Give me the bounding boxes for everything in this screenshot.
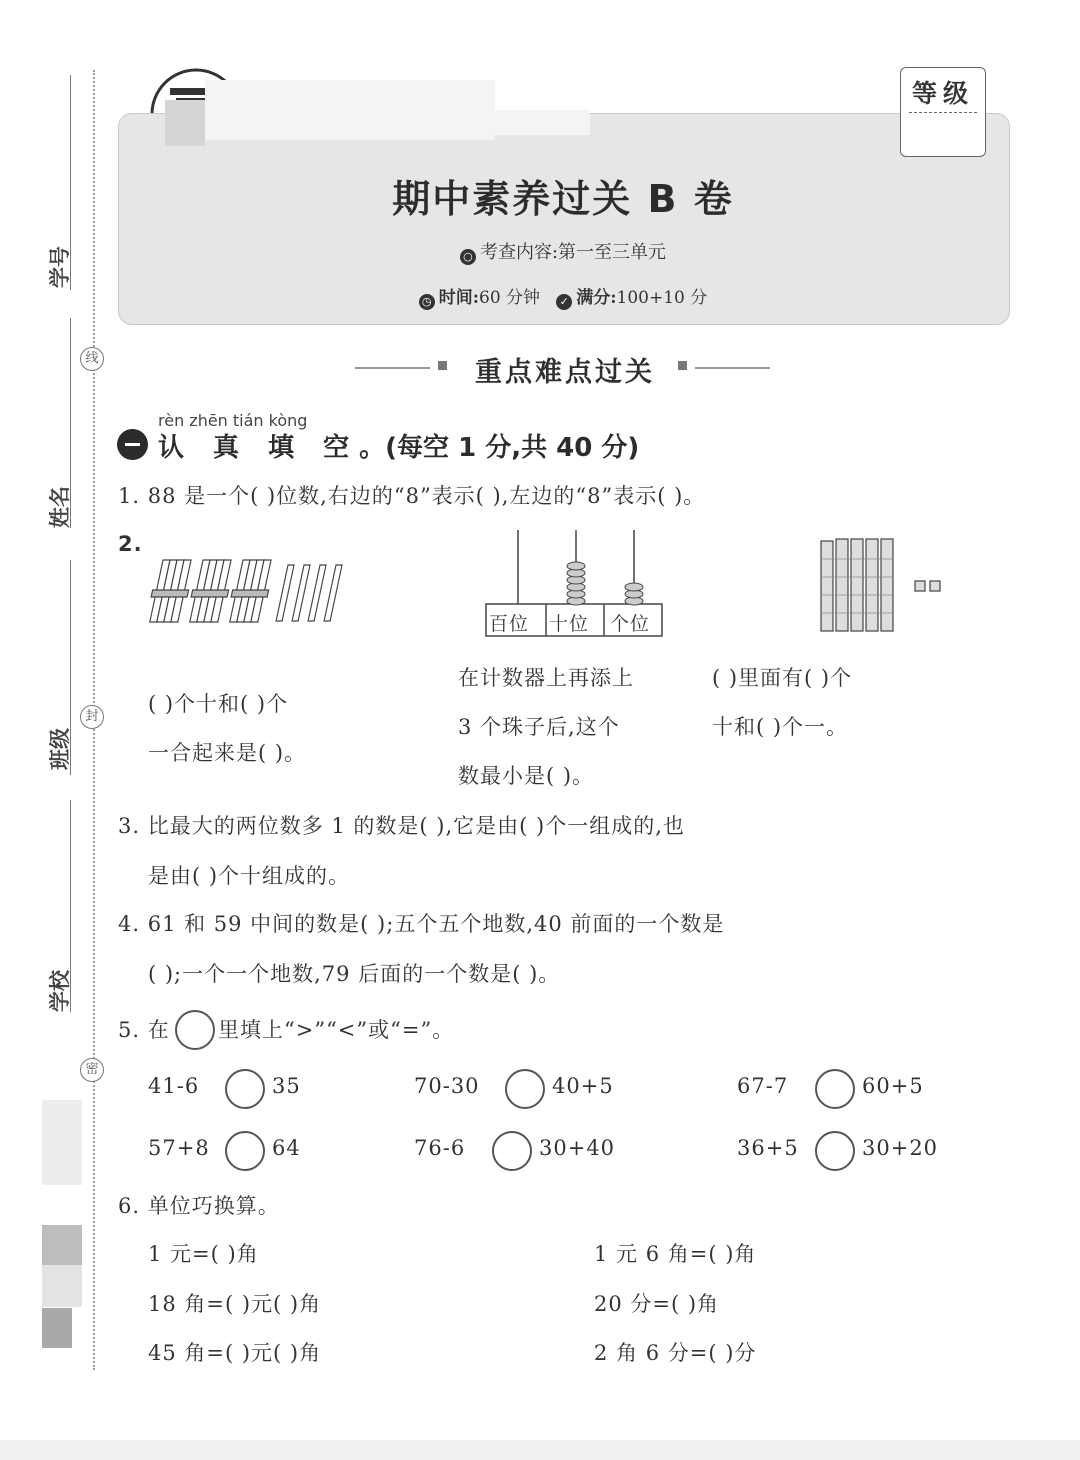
part-points: 。(每空 1 分,共 40 分) [359, 433, 640, 463]
question-2b-line-3: 数最小是( )。 [458, 764, 595, 788]
question-4-line-2: ( );一个一个地数,79 后面的一个数是( )。 [148, 962, 561, 986]
name-label: 姓名 [48, 486, 72, 528]
seal-line-mark: 线 [80, 347, 104, 371]
time-value: 60 分钟 [479, 288, 541, 308]
question-2a-line-2: 一合起来是( )。 [148, 741, 307, 765]
class-label: 班级 [48, 728, 72, 770]
redacted-block [205, 80, 495, 140]
score-value: 100+10 分 [616, 288, 708, 308]
question-3-line-1: 3. 比最大的两位数多 1 的数是( ),它是由( )个一组成的,也 [118, 814, 685, 838]
page-bottom-strip [0, 1440, 1080, 1460]
compare-right: 40+5 [552, 1074, 614, 1098]
part-number-badge [117, 429, 148, 460]
redacted-block [42, 1225, 82, 1265]
question-6-head: 6. 单位巧换算。 [118, 1194, 280, 1218]
compare-left: 41-6 [148, 1074, 200, 1098]
exam-title: 期中素养过关 B 卷 [392, 177, 734, 221]
compare-right: 60+5 [862, 1074, 924, 1098]
compare-circle-input[interactable] [225, 1131, 265, 1171]
compare-right: 30+20 [862, 1136, 939, 1160]
abacus-label-tens: 十位 [549, 613, 590, 635]
compare-circle-input[interactable] [505, 1069, 545, 1109]
redacted-block [42, 1265, 82, 1307]
question-2c-line-2: 十和( )个一。 [712, 715, 849, 739]
question-5-head-a: 5. 在 [118, 1018, 170, 1042]
seal-seal-mark: 封 [80, 705, 104, 729]
compare-circle-input[interactable] [492, 1131, 532, 1171]
question-5-head-b: 里填上“>”“<”或“=”。 [218, 1018, 455, 1042]
redacted-block [165, 100, 205, 146]
section-square-icon [678, 361, 687, 370]
compare-left: 76-6 [414, 1136, 466, 1160]
grade-divider [909, 112, 977, 113]
conversion-item: 45 角=( )元( )角 [148, 1341, 322, 1365]
school-label: 学校 [48, 970, 72, 1012]
base-ten-blocks-image [818, 533, 953, 635]
grade-label: 等级 [911, 79, 974, 108]
abacus-label-hundreds: 百位 [489, 613, 530, 635]
exam-meta-line [118, 283, 1008, 310]
section-title: 重点难点过关 [475, 357, 655, 388]
compare-right: 30+40 [539, 1136, 616, 1160]
abacus-label-ones: 个位 [610, 613, 651, 635]
compare-left: 67-7 [737, 1074, 789, 1098]
compare-circle-example [175, 1010, 215, 1050]
question-2b-line-1: 在计数器上再添上 [458, 666, 634, 690]
part-title [158, 427, 639, 464]
question-4-line-1: 4. 61 和 59 中间的数是( );五个五个地数,40 前面的一个数是 [118, 912, 725, 936]
part-pinyin: rèn zhēn tián kòng [158, 411, 308, 430]
compare-left: 36+5 [737, 1136, 799, 1160]
seal-secret-mark: 密 [80, 1058, 104, 1082]
compare-circle-input[interactable] [225, 1069, 265, 1109]
conversion-item: 1 元 6 角=( )角 [594, 1242, 757, 1266]
question-2-number: 2. [118, 532, 143, 556]
redacted-block [42, 1100, 82, 1185]
question-2c-line-1: ( )里面有( )个 [712, 666, 853, 690]
conversion-item: 18 角=( )元( )角 [148, 1292, 322, 1316]
compare-circle-input[interactable] [815, 1069, 855, 1109]
content-value: 第一至三单元 [558, 242, 667, 263]
content-label: 考查内容: [479, 242, 559, 263]
time-label: 时间: [438, 288, 479, 308]
conversion-item: 20 分=( )角 [594, 1292, 720, 1316]
question-2b-line-2: 3 个珠子后,这个 [458, 715, 620, 739]
conversion-item: 2 角 6 分=( )分 [594, 1341, 757, 1365]
stick-bundles-image [148, 555, 353, 635]
question-1: 1. 88 是一个( )位数,右边的“8”表示( ),左边的“8”表示( )。 [118, 484, 706, 508]
question-3-line-2: 是由( )个十组成的。 [148, 864, 351, 888]
compare-left: 70-30 [414, 1074, 480, 1098]
search-icon: ○ [460, 249, 476, 265]
part-title-text: 认 真 填 空 [158, 433, 360, 463]
check-icon: ✓ [556, 294, 572, 310]
redacted-block [42, 1308, 72, 1348]
redacted-block [495, 110, 590, 135]
compare-circle-input[interactable] [815, 1131, 855, 1171]
clock-icon: ◷ [419, 294, 435, 310]
conversion-item: 1 元=( )角 [148, 1242, 259, 1266]
grade-box [900, 67, 986, 157]
section-rule-right [695, 367, 770, 369]
compare-right: 64 [272, 1136, 301, 1160]
compare-right: 35 [272, 1074, 301, 1098]
compare-left: 57+8 [148, 1136, 210, 1160]
exam-content-line [118, 238, 1008, 265]
score-label: 满分: [576, 288, 617, 308]
student-id-label: 学号 [48, 246, 72, 288]
question-2a-line-1: ( )个十和( )个 [148, 692, 289, 716]
